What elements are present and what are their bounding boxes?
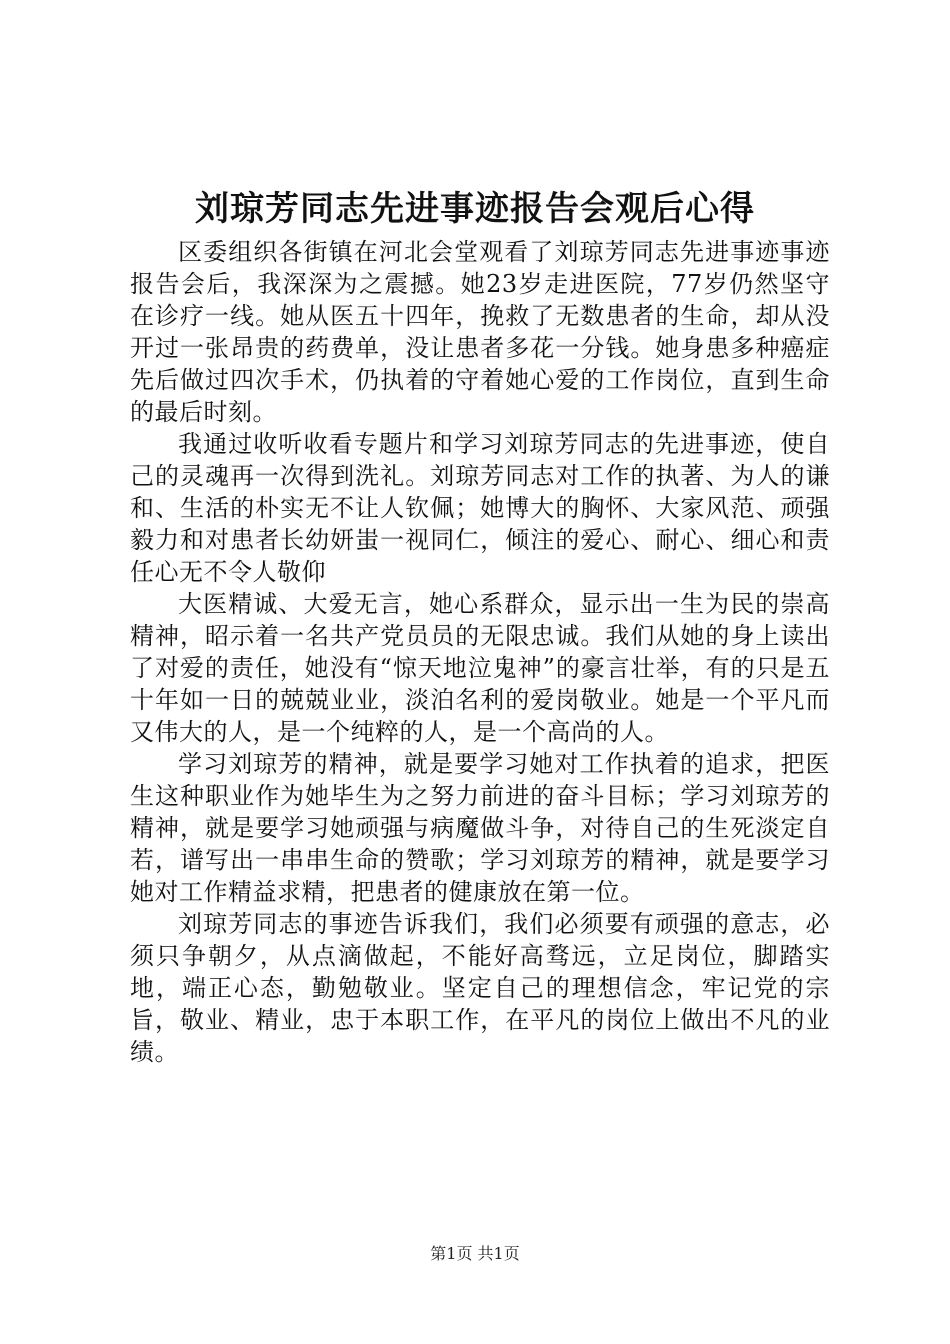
paragraph-4: 学习刘琼芳的精神，就是要学习她对工作执着的追求，把医生这种职业作为她毕生为之努力前进的奋斗目标；学习刘琼芳的精神，就是要学习她顽强与病魔做斗争，对待自己的生死淡定自若，谱写出一串串生命的赞歌；学习刘琼芳的精神，就是要学习她对工作精益求精，把患者的健康放在第一位。 [130,750,830,906]
paragraph-5: 刘琼芳同志的事迹告诉我们，我们必须要有顽强的意志，必须只争朝夕，从点滴做起，不能好高骛远，立足岗位，脚踏实地，端正心态，勤勉敬业。坚定自己的理想信念，牢记党的宗旨，敬业、精业，忠于本职工作，在平凡的岗位上做出不凡的业绩。 [130,910,830,1066]
document-body [130,236,830,1068]
paragraph-3: 大医精诚、大爱无言，她心系群众，显示出一生为民的崇高精神，昭示着一名共产党员员的无限忠诚。我们从她的身上读出了对爱的责任，她没有“惊天地泣鬼神”的豪言壮举，有的只是五十年如一日的兢兢业业，淡泊名利的爱岗敬业。她是一个平凡而又伟大的人，是一个纯粹的人，是一个高尚的人。 [130,590,830,746]
page-number-footer: 第1页 共1页 [430,1244,520,1263]
paragraph-2: 我通过收听收看专题片和学习刘琼芳同志的先进事迹，使自己的灵魂再一次得到洗礼。刘琼芳同志对工作的执著、为人的谦和、生活的朴实无不让人钦佩；她博大的胸怀、大家风范、顽强毅力和对患者长幼妍蚩一视同仁，倾注的爱心、耐心、细心和责任心无不令人敬仰 [130,430,830,586]
document-title: 刘琼芳同志先进事迹报告会观后心得 [195,189,755,229]
paragraph-1: 区委组织各街镇在河北会堂观看了刘琼芳同志先进事迹事迹报告会后，我深深为之震撼。她23岁走进医院，77岁仍然坚守在诊疗一线。她从医五十四年，挽救了无数患者的生命，却从没开过一张昂贵的药费单，没让患者多花一分钱。她身患多种癌症先后做过四次手术，仍执着的守着她心爱的工作岗位，直到生命的最后时刻。 [130,238,830,426]
